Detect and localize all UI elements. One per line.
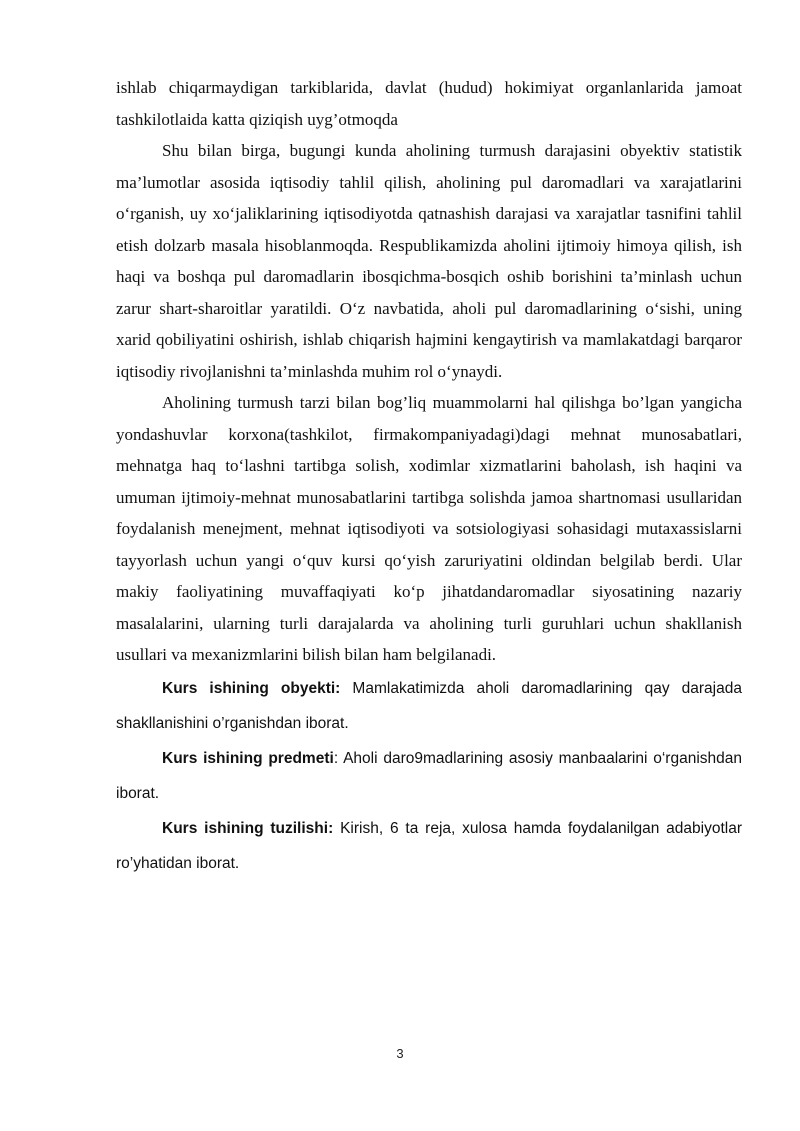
section-subject-text: Aholi daro9madlarining asosiy manbaalarini o‘rganishdan iborat. xyxy=(116,749,742,802)
section-subject xyxy=(116,741,742,811)
section-object-text: Mamlakatimizda aholi daromadlarining qay darajada shakllanishini o’rganishdan iborat. xyxy=(116,679,742,732)
section-object-label: Kurs ishining obyekti xyxy=(162,679,336,697)
section-object xyxy=(116,671,742,741)
page-body xyxy=(116,72,742,881)
paragraph-lifestyle-approaches: Aholining turmush tarzi bilan bog’liq muammolarni hal qilishga bo’lgan yangicha yondashuvlar korxona(tashkilot, firmakompaniyadagi)dagi mehnat munosabatlari, mehnatga haq to‘lashni tartibga solish, xodimlar xizmatlarini baholash, ish haqini va umuman ijtimoiy-mehnat munosabatlarini tartibga solishda jamoa shartnomasi usullaridan foydalanish menejment, mehnat iqtisodiyoti va sotsiologiyasi sohasidagi mutaxassislarni tayyorlash uchun yangi o‘quv kursi qo‘yish zaruriyatini oldindan belgilab berdi. Ular makiy faoliyatining muvaffaqiyati ko‘p jihatdandaromadlar siyosatining nazariy masalalarini, ularning turli darajalarda va aholining turli guruhlari uchun shakllanish usullari va mexanizmlarini bilish bilan ham belgilanadi. xyxy=(116,393,742,664)
page-number: 3 xyxy=(396,1046,404,1061)
paragraph-continuation: ishlab chiqarmaydigan tarkiblarida, davlat (hudud) hokimiyat organlanlarida jamoat tashkilotlaida katta qiziqish uyg’otmoqda xyxy=(116,78,742,129)
section-structure xyxy=(116,811,742,881)
section-structure-text: Kirish, 6 ta reja, xulosa hamda foydalanilgan adabiyotlar ro’yhatidan iborat. xyxy=(116,819,742,872)
section-object-separator: : xyxy=(335,679,341,697)
paragraph-living-standards: Shu bilan birga, bugungi kunda aholining turmush darajasini obyektiv statistik ma’lumotlar asosida iqtisodiy tahlil qilish, aholining pul daromadlari va xarajatlarini o‘rganish, uy xo‘jaliklarining iqtisodiyotda qatnashish darajasi va xarajatlar tasnifini tahlil etish dolzarb masala hisoblanmoqda. Respublikamizda aholini ijtimoiy himoya qilish, ish haqi va boshqa pul daromadlarin ibosqichma-bosqich oshib borishini ta’minlash uchun zarur shart-sharoitlar yaratildi. O‘z navbatida, aholi pul daromadlarining o‘sishi, uning xarid qobiliyatini oshirish, ishlab chiqarish hajmini kengaytirish va mamlakatdagi barqaror iqtisodiy rivojlanishni ta’minlashda muhim rol o‘ynaydi. xyxy=(116,141,742,381)
section-subject-label: Kurs ishining predmeti xyxy=(162,749,334,767)
section-subject-separator: : xyxy=(333,749,339,767)
section-structure-separator: : xyxy=(328,819,334,837)
section-structure-label: Kurs ishining tuzilishi xyxy=(162,819,329,837)
